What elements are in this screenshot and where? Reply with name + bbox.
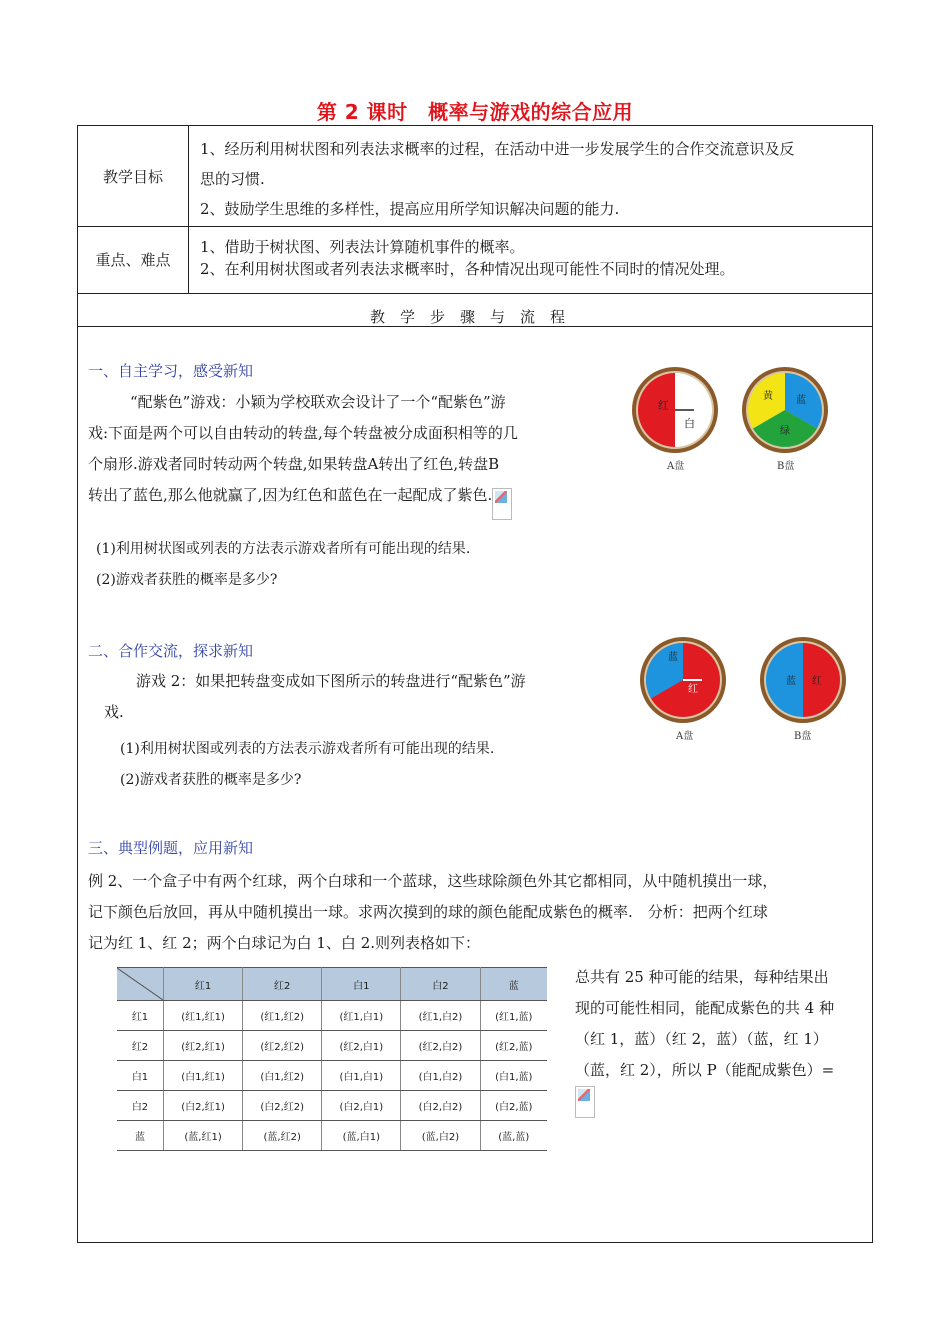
table-cell: (红1,蓝) [480,1001,547,1031]
section1-heading: 一、自主学习，感受新知 [88,362,254,380]
key-points-line: 2、在利用树状图或者列表法求概率时，各种情况出现可能性不同时的情况处理。 [200,260,735,278]
table-cell: (红2,白1) [322,1031,401,1061]
table-cell: (红2,红2) [243,1031,322,1061]
column-header: 红1 [164,968,243,1001]
spinner-b-caption: B盘 [794,731,812,742]
outcome-table [117,967,547,1151]
paragraph-line: 戏. [104,703,124,721]
table-row [117,1091,547,1121]
page-title: 第 2 课时 概率与游戏的综合应用 [316,100,634,124]
table-cell: (白2,白1) [322,1091,401,1121]
spinner-b [762,639,844,742]
column-header: 白2 [401,968,480,1001]
spinner-b-yellow-label: 黄 [763,391,773,402]
table-cell: (红2,蓝) [480,1031,547,1061]
steps-heading: 教学步骤与流程 [369,308,580,326]
table-cell: (白1,白2) [401,1061,480,1091]
objectives-text [200,134,860,224]
table-cell: (红1,白2) [401,1001,480,1031]
section2-question-2: (2)游戏者获胜的概率是多少? [120,772,302,788]
spinner-b [744,369,826,472]
column-header: 红2 [243,968,322,1001]
table-cell: (蓝,红1) [164,1121,243,1151]
table-cell: (红1,红2) [243,1001,322,1031]
row-header: 蓝 [117,1121,164,1151]
objectives-label: 教学目标 [102,168,163,186]
spinner-b-blue-label: 蓝 [786,676,796,687]
section3-heading: 三、典型例题，应用新知 [88,839,254,857]
row-header: 白1 [117,1061,164,1091]
paragraph-line: 游戏 2：如果把转盘变成如下图所示的转盘进行“配紫色”游 [136,672,526,690]
table-cell: (白2,白2) [401,1091,480,1121]
key-points-line: 1、借助于树状图、列表法计算随机事件的概率。 [200,238,525,256]
table-cell: (白2,红1) [164,1091,243,1121]
spinner-a-blue-label: 蓝 [668,652,678,663]
section2-heading: 二、合作交流，探求新知 [88,642,254,660]
spinner-a-red-label: 红 [658,399,669,412]
row-divider [78,226,872,227]
row-divider [78,293,872,294]
objectives-line: 2、鼓励学生思维的多样性，提高应用所学知识解决问题的能力. [200,200,620,218]
table-cell: (红1,红1) [164,1001,243,1031]
conclusion-line: 总共有 25 种可能的结果，每种结果出 [575,968,829,986]
table-cell: (白1,红1) [164,1061,243,1091]
section2-paragraph [88,666,608,728]
objectives-line: 思的习惯. [200,170,265,188]
spinners-figure-1 [630,365,840,475]
column-divider [188,126,189,293]
paragraph-line: 个扇形.游戏者同时转动两个转盘,如果转盘A转出了红色,转盘B [88,455,500,473]
spinner-a-red-label: 红 [688,684,698,695]
section1-question-2: (2)游戏者获胜的概率是多少? [96,572,278,588]
spinner-b-red-label: 红 [812,676,822,687]
conclusion-text [575,962,870,1118]
table-row [117,1031,547,1061]
spinner-a [642,639,724,742]
spinners-figure-2 [638,632,853,747]
table-cell: (白1,白1) [322,1061,401,1091]
table-cell: (白1,红2) [243,1061,322,1091]
broken-image-icon [575,1086,595,1118]
table-row [117,1121,547,1151]
table-cell: (白1,蓝) [480,1061,547,1091]
row-header: 红1 [117,1001,164,1031]
table-cell: (红2,白2) [401,1031,480,1061]
column-header: 白1 [322,968,401,1001]
column-header: 蓝 [480,968,547,1001]
section2-question-1: (1)利用树状图或列表的方法表示游戏者所有可能出现的结果. [120,741,495,757]
table-header-row [117,968,547,1001]
paragraph-line: 记下颜色后放回，再从中随机摸出一球。求两次摸到的球的颜色能配成紫色的概率. 分析：把两个红球 [88,903,768,921]
row-header: 红2 [117,1031,164,1061]
table-cell: (蓝,白1) [322,1121,401,1151]
conclusion-line: （红 1，蓝）（红 2，蓝）（蓝，红 1） [575,1030,828,1048]
key-points-text [200,236,860,280]
table-corner-cell [117,968,164,1001]
spinner-a-white-label: 白 [684,417,695,430]
paragraph-line: “配紫色”游戏：小颖为学校联欢会设计了一个“配紫色”游 [130,393,506,411]
table-cell: (蓝,红2) [243,1121,322,1151]
table-row [117,1061,547,1091]
table-cell: (蓝,蓝) [480,1121,547,1151]
objectives-line: 1、经历利用树状图和列表法求概率的过程，在活动中进一步发展学生的合作交流意识及反 [200,140,795,158]
section1-question-1: (1)利用树状图或列表的方法表示游戏者所有可能出现的结果. [96,541,471,557]
row-header: 白2 [117,1091,164,1121]
paragraph-line: 记为红 1、红 2；两个白球记为白 1、白 2.则列表格如下： [88,934,481,952]
table-cell: (白2,红2) [243,1091,322,1121]
spinner-a-caption: A盘 [676,731,694,742]
section1-paragraph [88,387,596,520]
section3-paragraph [88,866,868,959]
paragraph-line: 例 2、一个盒子中有两个红球，两个白球和一个蓝球，这些球除颜色外其它都相同，从中随机摸出一球， [88,872,778,890]
spinner-b-blue-label: 蓝 [796,395,806,406]
paragraph-line: 转出了蓝色,那么他就赢了,因为红色和蓝色在一起配成了紫色. [88,486,493,504]
conclusion-line: （蓝，红 2），所以 P（能配成紫色）= [575,1061,835,1079]
conclusion-line: 现的可能性相同，能配成紫色的共 4 种 [575,999,835,1017]
broken-image-icon [492,488,512,520]
key-points-label: 重点、难点 [95,251,171,269]
paragraph-line: 戏:下面是两个可以自由转动的转盘,每个转盘被分成面积相等的几 [88,424,518,442]
table-cell: (蓝,白2) [401,1121,480,1151]
spinner-b-caption: B盘 [777,461,795,472]
table-cell: (红1,白1) [322,1001,401,1031]
table-cell: (白2,蓝) [480,1091,547,1121]
table-cell: (红2,红1) [164,1031,243,1061]
table-row [117,1001,547,1031]
spinner-a [634,369,716,472]
spinner-a-caption: A盘 [667,461,685,472]
spinner-b-green-label: 绿 [780,426,790,437]
